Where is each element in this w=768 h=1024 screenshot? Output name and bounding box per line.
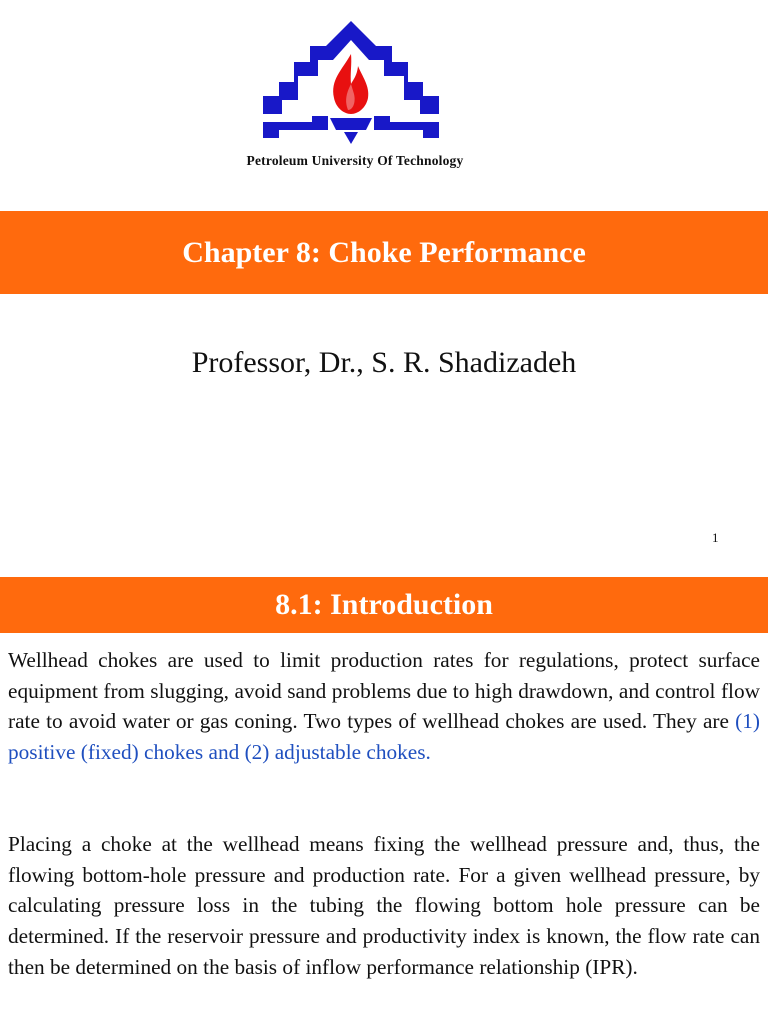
university-name: Petroleum University Of Technology (246, 153, 464, 168)
choke-types-highlight: (1) positive (fixed) chokes and (2) adjustable chokes. (8, 709, 760, 765)
choke-pressure-paragraph: Placing a choke at the wellhead means fixing the wellhead pressure and, thus, the flowing bottom-hole pressure and production rate. For a given wellhead pressure, by calculating pressure loss in the tubing the flowing bottom hole pressure can be determined. If the reservoir pressure and productivity index is known, the flow rate can then be determined on the basis of inflow performance relationship (IPR). (8, 832, 760, 979)
chapter-title: Chapter 8: Choke Performance (0, 211, 768, 294)
intro-text: Wellhead chokes are used to limit production rates for regulations, protect surface equipment from slugging, avoid sand problems due to high drawdown, and control flow rate to avoid water or gas coning. Two types of wellhead chokes are used. They are (8, 648, 760, 734)
intro-paragraph (8, 645, 760, 768)
section-heading: 8.1: Introduction (0, 577, 768, 633)
author-name: Professor, Dr., S. R. Shadizadeh (191, 346, 577, 379)
page-number: 1 (712, 530, 719, 545)
university-logo-icon (258, 18, 444, 152)
